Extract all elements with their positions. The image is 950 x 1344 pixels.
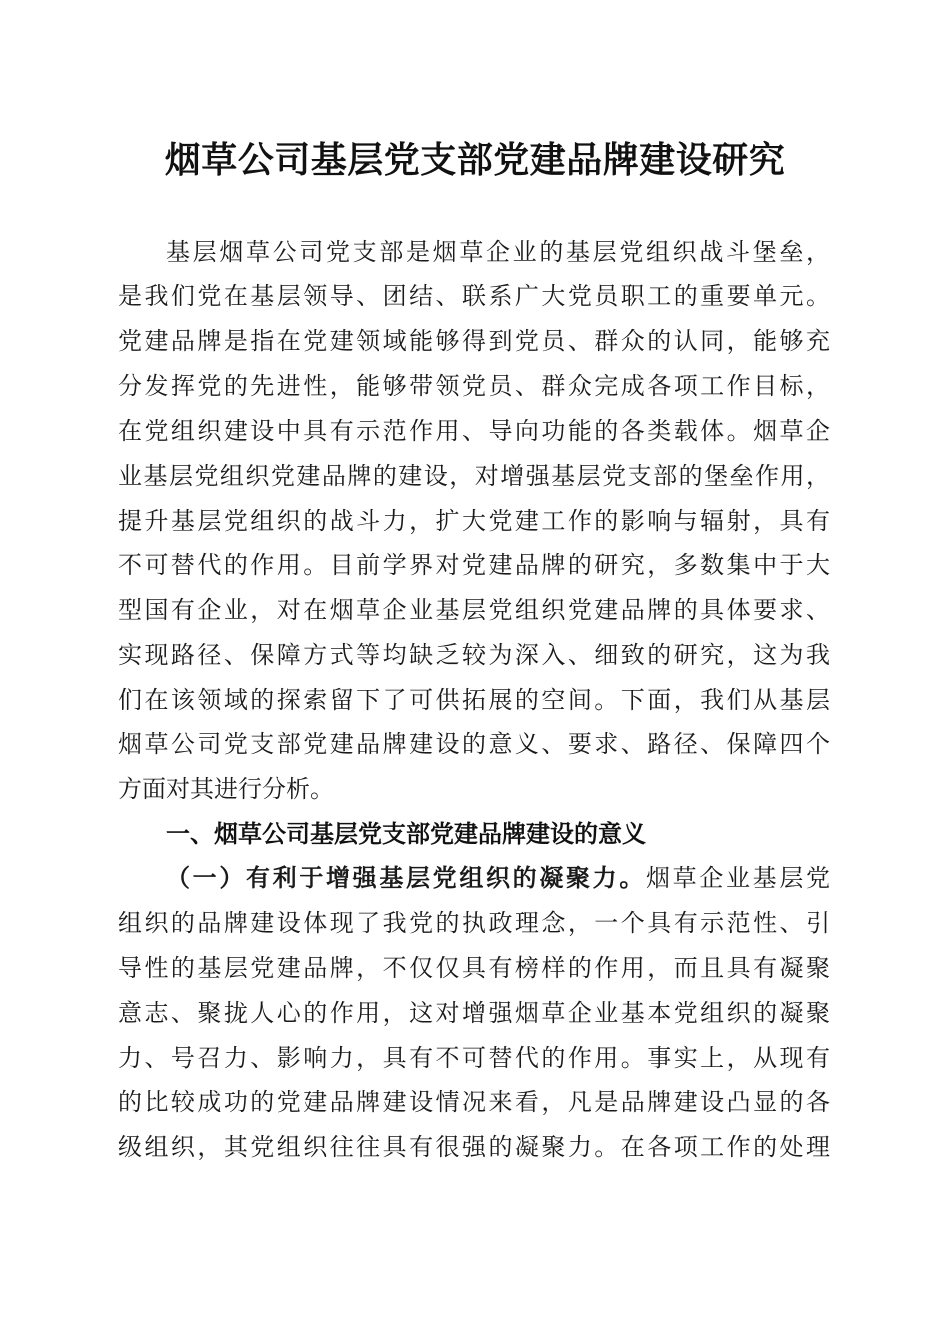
paragraph-line [166,856,830,900]
paragraph-line: 实现路径、保障方式等均缺乏较为深入、细致的研究，这为我 [118,641,830,669]
paragraph-line: 基层烟草公司党支部是烟草企业的基层党组织战斗堡垒， [166,238,830,266]
paragraph-line: 党建品牌是指在党建领域能够得到党员、群众的认同，能够充 [118,327,830,355]
paragraph-line: 业基层党组织党建品牌的建设，对增强基层党支部的堡垒作用， [118,462,830,490]
paragraph-line: 分发挥党的先进性，能够带领党员、群众完成各项工作目标， [118,372,830,400]
subsection-lead-rest: 烟草企业基层党 [646,864,830,892]
paragraph-line: 在党组织建设中具有示范作用、导向功能的各类载体。烟草企 [118,417,830,445]
paragraph-line: 力、号召力、影响力，具有不可替代的作用。事实上，从现有 [118,1044,830,1072]
paragraph-line: 意志、聚拢人心的作用，这对增强烟草企业基本党组织的凝聚 [118,999,830,1027]
subsection-lead: （一）有利于增强基层党组织的凝聚力。 [166,863,646,892]
paragraph-line: 型国有企业，对在烟草企业基层党组织党建品牌的具体要求、 [118,596,830,624]
paragraph-line: 方面对其进行分析。 [118,775,334,803]
paragraph-line: 级组织，其党组织往往具有很强的凝聚力。在各项工作的处理 [118,1133,830,1161]
paragraph-line: 组织的品牌建设体现了我党的执政理念，一个具有示范性、引 [118,909,830,937]
section-heading: 一、烟草公司基层党支部党建品牌建设的意义 [166,820,646,848]
paragraph-line: 的比较成功的党建品牌建设情况来看，凡是品牌建设凸显的各 [118,1088,830,1116]
paragraph-line: 提升基层党组织的战斗力，扩大党建工作的影响与辐射，具有 [118,507,830,535]
paragraph-line: 导性的基层党建品牌，不仅仅具有榜样的作用，而且具有凝聚 [118,954,830,982]
paragraph-line: 不可替代的作用。目前学界对党建品牌的研究，多数集中于大 [118,551,830,579]
paragraph-line: 们在该领域的探索留下了可供拓展的空间。下面，我们从基层 [118,686,830,714]
paragraph-line: 是我们党在基层领导、团结、联系广大党员职工的重要单元。 [118,282,830,310]
paragraph-line: 烟草公司党支部党建品牌建设的意义、要求、路径、保障四个 [118,730,830,758]
document-title: 烟草公司基层党支部党建品牌建设研究 [164,139,786,181]
